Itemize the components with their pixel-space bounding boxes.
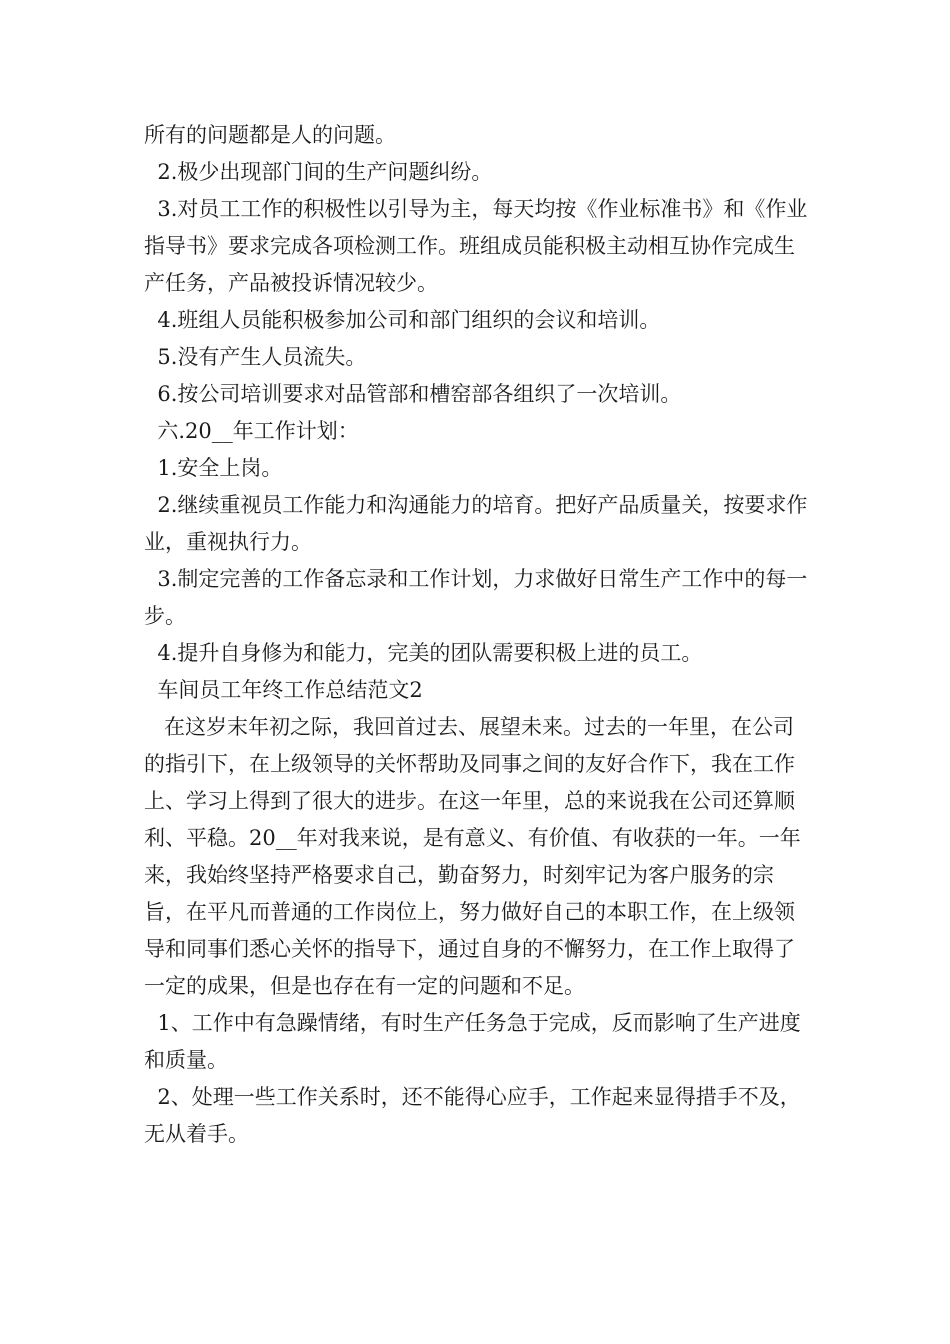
- paragraph-item-3: 3.对员工工作的积极性以引导为主，每天均按《作业标准书》和《作业指导书》要求完成各项检测工作。班组成员能积极主动相互协作完成生产任务，产品被投诉情况较少。: [144, 197, 808, 295]
- paragraph-continuation: 所有的问题都是人的问题。: [144, 123, 396, 147]
- plan-item-2: 2.继续重视员工作能力和沟通能力的培育。把好产品质量关，按要求作业，重视执行力。: [144, 493, 808, 554]
- paragraph-item-6: 6.按公司培训要求对品管部和槽窑部各组织了一次培训。: [144, 382, 682, 406]
- plan-item-1: 1.安全上岗。: [144, 456, 283, 480]
- article-title-2: 车间员工年终工作总结范文2: [144, 678, 423, 702]
- paragraph-item-2: 2.极少出现部门间的生产问题纠纷。: [144, 160, 493, 184]
- section-heading-plan: 六.20__年工作计划：: [144, 419, 359, 443]
- article-intro-paragraph: 在这岁末年初之际，我回首过去、展望未来。过去的一年里，在公司的指引下，在上级领导的关怀帮助及同事之间的友好合作下，我在工作上、学习上得到了很大的进步。在这一年里，总的来说我在公司还算顺利、平稳。20__年对我来说，是有意义、有价值、有收获的一年。一年来，我始终坚持严格要求自己，勤奋努力，时刻牢记为客户服务的宗旨，在平凡而普通的工作岗位上，努力做好自己的本职工作，在上级领导和同事们悉心关怀的指导下，通过自身的不懈努力，在工作上取得了一定的成果，但是也存在有一定的问题和不足。: [144, 715, 801, 998]
- plan-item-3: 3.制定完善的工作备忘录和工作计划，力求做好日常生产工作中的每一步。: [144, 567, 808, 628]
- paragraph-item-4: 4.班组人员能积极参加公司和部门组织的会议和培训。: [144, 308, 661, 332]
- problem-item-1: 1、工作中有急躁情绪，有时生产任务急于完成，反而影响了生产进度和质量。: [144, 1011, 801, 1072]
- problem-item-2: 2、处理一些工作关系时，还不能得心应手，工作起来显得措手不及，无从着手。: [144, 1085, 801, 1146]
- paragraph-item-5: 5.没有产生人员流失。: [144, 345, 367, 369]
- document-body: [144, 117, 809, 1153]
- plan-item-4: 4.提升自身修为和能力，完美的团队需要积极上进的员工。: [144, 641, 703, 665]
